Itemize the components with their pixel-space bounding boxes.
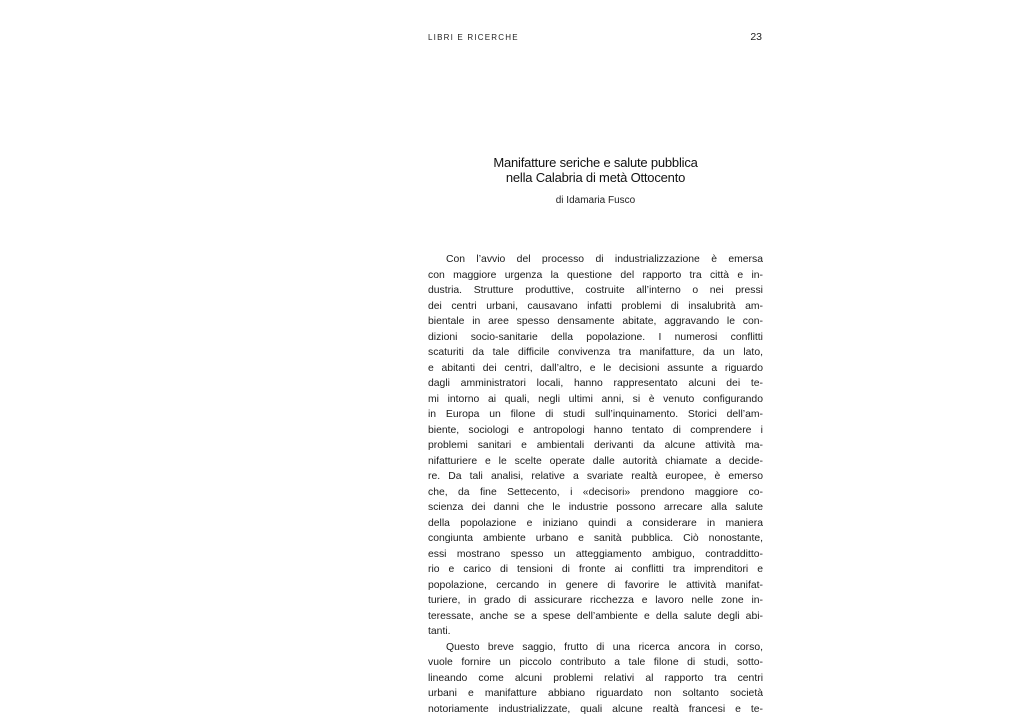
text-line: Con l’avvio del processo di industrializzazione è emersa [446,254,763,265]
title-line-1: Manifatture seriche e salute pubblica [493,155,698,170]
text-line: mi intorno ai quali, negli ultimi anni, si è venuto configurando [428,393,763,405]
text-line: Questo breve saggio, frutto di una ricerca ancora in corso, [446,641,763,653]
text-line: dei centri urbani, causavano infatti problemi di insalubrità am- [428,300,763,312]
text-line: scaturiti da tale difficile convivenza tra manifatture, da un lato, [428,347,763,358]
text-line: vuole fornire un piccolo contributo a tale filone di studi, sotto- [428,657,763,668]
text-line: bientale in aree spesso densamente abitate, aggravando le con- [428,316,763,327]
text-line: rio e carico di tensioni di fronte ai conflitti tra imprenditori e [428,564,763,575]
text-line: lineando come alcuni problemi relativi al rapporto tra centri [428,672,763,684]
text-line: scienza dei danni che le industrie possono arrecare alla salute [428,502,763,513]
running-head: LIBRI E RICERCHE [428,33,519,42]
text-line: dizioni socio-sanitarie della popolazione. I numerosi conflitti [428,331,763,343]
text-line: e abitanti dei centri, dall’altro, e le decisioni assunte a riguardo [428,362,763,374]
text-line: che, da fine Settecento, i «decisori» prendono maggiore co- [428,486,763,498]
text-line: nifatturiere e le scelte operate dalle autorità chiamate a decide- [428,455,763,467]
text-line: tanti. [428,626,451,637]
text-line: essi mostrano spesso un atteggiamento ambiguo, contradditto- [428,548,763,560]
paragraph-2 [428,640,763,718]
page-number: 23 [750,31,762,43]
paragraph-1 [428,252,763,640]
text-line: congiunta ambiente urbano e sanità pubblica. Ciò nonostante, [428,533,763,544]
text-line: dustria. Strutture produttive, costruite all’interno o nei pressi [428,285,763,296]
text-line: con maggiore urgenza la questione del rapporto tra città e in- [428,269,763,281]
text-line: turiere, in grado di assicurare ricchezza e lavoro nelle zone in- [428,595,763,606]
text-line: urbani e manifatture abbiano riguardato non soltanto società [428,688,763,699]
article-title [428,155,763,185]
text-line: popolazione, cercando in genere di favorire le attività manifat- [428,579,763,591]
text-line: problemi sanitari e ambientali derivanti da alcune attività ma- [428,440,763,451]
text-line: dagli amministratori locali, hanno rappresentato alcuni dei te- [428,378,763,389]
body-text [428,252,763,717]
text-line: della popolazione e iniziano quindi a considerare in maniera [428,517,763,529]
text-line: notoriamente industrializzate, quali alcune realtà francesi e te- [428,703,763,715]
text-line: biente, sociologi e antropologi hanno tentato di comprendere i [428,424,763,436]
title-line-2: nella Calabria di metà Ottocento [505,170,686,185]
text-line: in Europa un filone di studi sull’inquinamento. Storici dell’am- [428,409,763,420]
author-byline: di Idamaria Fusco [555,195,636,206]
text-line: re. Da tali analisi, relative a svariate realtà europee, è emerso [428,471,763,482]
text-line: teressate, anche se a spese dell’ambiente e della salute degli abi- [428,610,763,622]
